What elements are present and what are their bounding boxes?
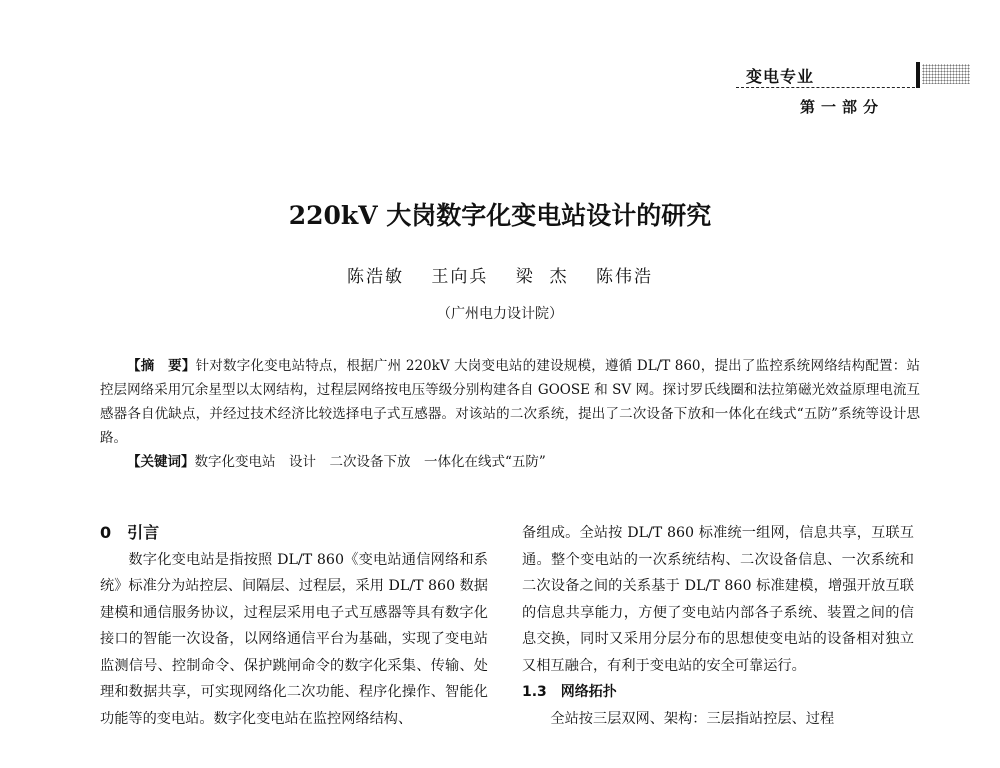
paper-title: 220kV 大岗数字化变电站设计的研究 bbox=[288, 201, 712, 230]
subsection-heading: 1.3 网络拓扑 bbox=[522, 684, 617, 700]
header-divider bbox=[736, 87, 920, 88]
abstract-paragraph bbox=[100, 354, 920, 450]
authors bbox=[0, 262, 1000, 287]
header-texture bbox=[922, 64, 970, 84]
header-part: 第一部分 bbox=[800, 98, 885, 116]
affiliation: （广州电力设计院） bbox=[437, 306, 563, 322]
abstract bbox=[100, 354, 920, 474]
left-column bbox=[100, 520, 488, 732]
author: 陈伟浩 bbox=[596, 267, 654, 287]
right-column bbox=[522, 520, 914, 732]
body-paragraph: 全站按三层双网、架构：三层指站控层、过程 bbox=[550, 710, 835, 727]
keywords bbox=[100, 450, 920, 474]
author: 王向兵 bbox=[431, 267, 489, 287]
body-paragraph: 数字化变电站是指按照 DL/T 860《变电站通信网络和系统》标准分为站控层、间隔层、过程层，采用 DL/T 860 数据建模和通信服务协议，过程层采用电子式互感器等具有数字化接口的智能一次设备，以网络通信平台为基础，实现了变电站监测信号、控制命令、保护跳闸命令的数字化采集、传输、处理和数据共享，可实现网络化二次功能、程序化操作、智能化功能等的变电站。数字化变电站在监控网络结构、 bbox=[100, 551, 488, 727]
author: 陈浩敏 bbox=[346, 267, 404, 287]
header-topic: 变电专业 bbox=[746, 67, 815, 86]
keywords-label: 【关键词】 bbox=[127, 454, 195, 470]
abstract-text: 针对数字化变电站特点，根据广州 220kV 大岗变电站的建设规模，遵循 DL/T 860，提出了监控系统网络结构配置：站控层网络采用冗余星型以太网结构，过程层网络按电压等级分别构建各自 GOOSE 和 SV 网。探讨罗氏线圈和法拉第磁光效益原理电流互感器各自优缺点，并经过技术经济比较选择电子式互感器。对该站的二次系统，提出了二次设备下放和一体化在线式“五防”系统等设计思路。 bbox=[100, 358, 920, 446]
header-block bbox=[736, 62, 976, 122]
header-bar bbox=[916, 62, 920, 88]
keywords-text: 数字化变电站 设计 二次设备下放 一体化在线式“五防” bbox=[194, 454, 546, 470]
body-paragraph: 备组成。全站按 DL/T 860 标准统一组网，信息共享，互联互通。整个变电站的一次系统结构、二次设备信息、一次系统和二次设备之间的关系基于 DL/T 860 标准建模，增强开放互联的信息共享能力，方便了变电站内部各子系统、装置之间的信息交换，同时又采用分层分布的思想使变电站的设备相对独立又相互融合，有利于变电站的安全可靠运行。 bbox=[522, 525, 914, 674]
author: 梁 杰 bbox=[515, 267, 569, 287]
section-heading: 0 引言 bbox=[100, 523, 160, 542]
abstract-label: 【摘 要】 bbox=[127, 358, 196, 374]
